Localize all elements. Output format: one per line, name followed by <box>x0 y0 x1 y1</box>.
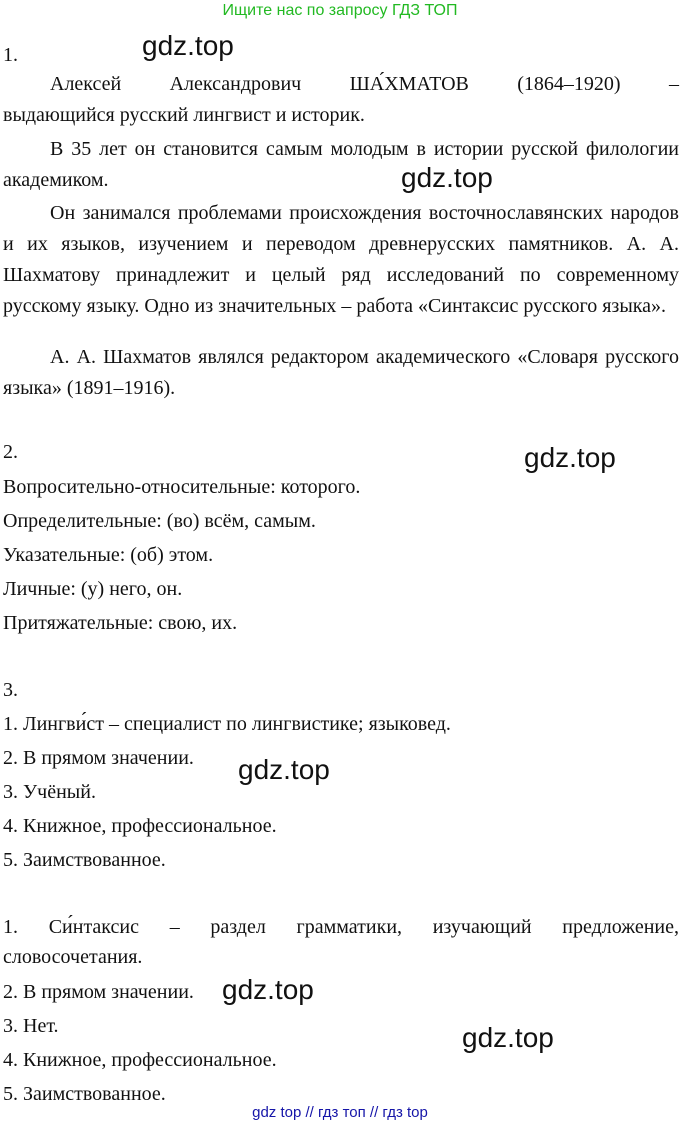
list-item: 2. В прямом значении. <box>3 981 194 1003</box>
word: ША́ХМАТОВ <box>349 73 469 95</box>
word: (1864–1920) <box>517 73 621 95</box>
list-item: Указательные: (об) этом. <box>3 544 214 566</box>
section-number: 1. <box>3 44 18 66</box>
word: Александрович <box>169 73 302 95</box>
paragraph: Он занимался проблемами происхождения восточнославянских народов и их языков, изучением и переводом древнерусских памятников. А. А. Шахматову принадлежит и целый ряд исследований по современному русскому языку. Одно из значительных – работа «Синтаксис русского языка». <box>3 202 679 317</box>
watermark: gdz.top <box>142 30 234 61</box>
list-item: Притяжательные: свою, их. <box>3 612 238 634</box>
watermark: gdz.top <box>222 974 314 1005</box>
list-item: 5. Заимствованное. <box>3 1083 166 1105</box>
list-item-continuation: словосочетания. <box>3 946 143 968</box>
list-item: 5. Заимствованное. <box>3 849 166 871</box>
watermark: gdz.top <box>524 442 616 473</box>
watermark: gdz.top <box>462 1022 554 1053</box>
paragraph: В 35 лет он становится самым молодым в истории русской филологии академиком. <box>3 138 679 191</box>
watermark: gdz.top <box>238 754 330 785</box>
word: Алексей <box>50 73 122 95</box>
list-item: 4. Книжное, профессиональное. <box>3 815 277 837</box>
footer-links[interactable]: gdz top // гдз топ // гдз top <box>252 1104 428 1121</box>
section-number: 2. <box>3 441 18 463</box>
list-item: Вопросительно-относительные: которого. <box>3 476 361 498</box>
paragraph: А. А. Шахматов являлся редактором академического «Словаря русского языка» (1891–1916). <box>3 346 679 399</box>
list-item: Определительные: (во) всём, самым. <box>3 510 316 532</box>
word: – <box>668 73 679 95</box>
list-item: 1. Си́нтаксис – раздел грамматики, изучающий предложение, <box>3 916 679 938</box>
list-item: 3. Нет. <box>3 1015 59 1037</box>
list-item: 4. Книжное, профессиональное. <box>3 1049 277 1071</box>
search-banner[interactable]: Ищите нас по запросу ГДЗ ТОП <box>222 2 458 19</box>
section-number: 3. <box>3 679 18 701</box>
list-item: 1. Лингви́ст – специалист по лингвистике; языковед. <box>3 713 451 735</box>
list-item: 3. Учёный. <box>3 781 96 803</box>
list-item: 2. В прямом значении. <box>3 747 194 769</box>
paragraph-line: выдающийся русский лингвист и историк. <box>3 104 365 126</box>
paragraph-first-line <box>50 73 679 96</box>
watermark: gdz.top <box>401 162 493 193</box>
list-item: Личные: (у) него, он. <box>3 578 183 600</box>
